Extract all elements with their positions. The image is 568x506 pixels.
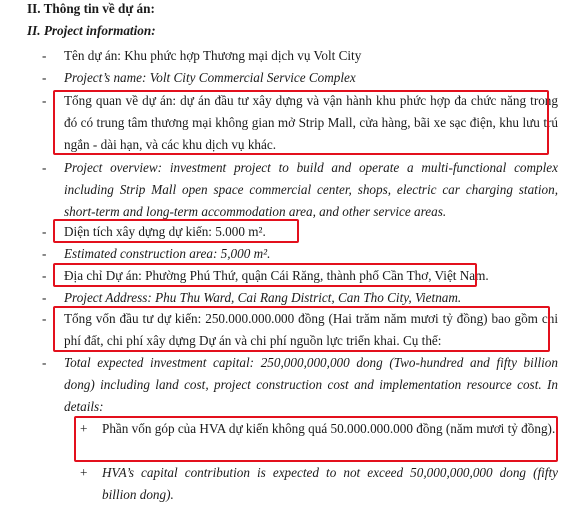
list-bullet: - [42,160,47,175]
section-heading-vi: II. Thông tin về dự án: [27,1,155,16]
list-bullet: - [42,355,47,370]
hva-contribution-en: HVA’s capital contribution is expected to not exceed 50,000,000,000 dong (fifty billion dong). [102,465,558,502]
section-heading-en: II. Project information: [27,23,156,38]
sub-bullet: + [80,465,88,480]
project-name-vi: Tên dự án: Khu phức hợp Thương mại dịch vụ Volt City [64,48,362,63]
sub-bullet: + [80,421,88,436]
hva-contribution-vi: Phần vốn góp của HVA dự kiến không quá 50.000.000.000 đồng (năm mươi tỷ đồng). [102,421,556,436]
highlight-box-area [53,219,299,243]
investment-capital-en: Total expected investment capital: 250,000,000,000 dong (Two-hundred and fifty billion dong) including land cost, project construction cost and implementation resource cost. In details: [64,355,558,414]
project-name-en: Project’s name: Volt City Commercial Service Complex [64,70,356,85]
list-bullet: - [42,224,47,239]
project-overview-en: Project overview: investment project to build and operate a multi-functional complex including Strip Mall open space commercial center, shops, electric car charging station, short-term and long-term accommodation area, and other service areas. [64,160,558,219]
highlight-box-hva [74,416,558,462]
project-address-en: Project Address: Phu Thu Ward, Cai Rang District, Can Tho City, Vietnam. [64,290,462,305]
list-bullet: - [42,246,47,261]
highlight-box-capital [53,306,550,352]
project-overview-vi: Tổng quan về dự án: dự án đầu tư xây dựng và vận hành khu phức hợp đa chức năng trong đó có trung tâm thương mại không gian mở Strip Mall, cửa hàng, bãi xe sạc điện, khu lưu trú ngắn - dài hạn, và các khu dịch vụ khác. [64,93,558,152]
list-bullet: - [42,70,47,85]
list-bullet: - [42,48,47,63]
highlight-box-overview [53,90,549,155]
construction-area-en: Estimated construction area: 5,000 m². [64,246,271,261]
project-address-vi: Địa chỉ Dự án: Phường Phú Thứ, quận Cái Răng, thành phố Cần Thơ, Việt Nam. [64,268,489,283]
construction-area-vi: Diện tích xây dựng dự kiến: 5.000 m². [64,224,266,239]
investment-capital-vi: Tổng vốn đầu tư dự kiến: 250.000.000.000 đồng (Hai trăm năm mươi tỷ đồng) bao gồm chi phí đất, chi phí xây dựng Dự án và chi phí nguồn lực triển khai. Cụ thể: [64,311,558,348]
list-bullet: - [42,93,47,108]
list-bullet: - [42,268,47,283]
highlight-box-address [53,263,477,287]
list-bullet: - [42,311,47,326]
list-bullet: - [42,290,47,305]
